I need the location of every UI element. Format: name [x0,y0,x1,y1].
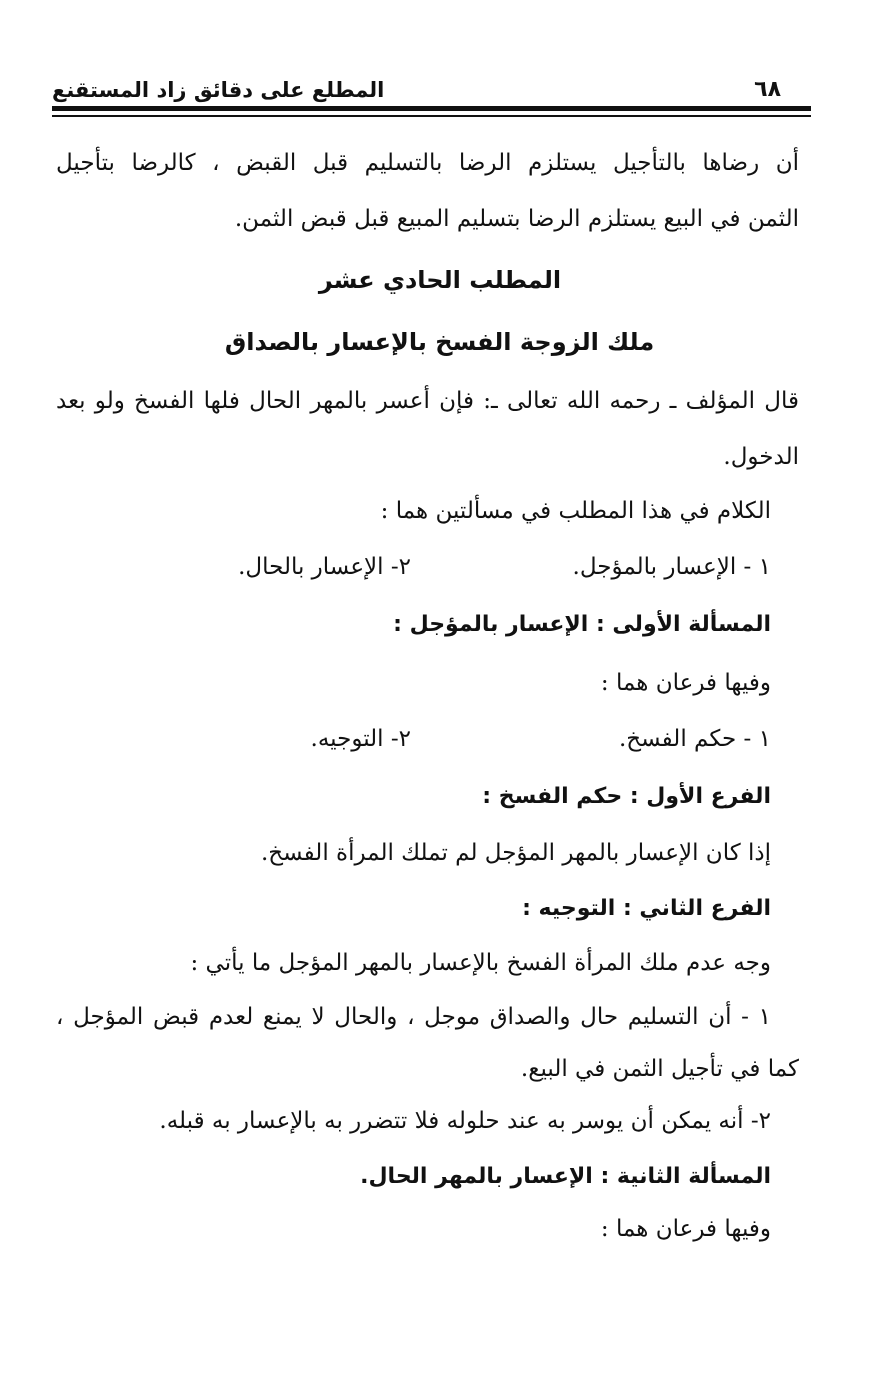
reason-line: ١ - أن التسليم حال والصداق موجل ، والحال لا يمنع لعدم قبض المؤجل ، [56,1004,771,1030]
header-rule-thin [52,115,811,117]
issue-heading: المسألة الثانية : الإعسار بالمهر الحال. [360,1164,771,1189]
list-item: ٢- الإعسار بالحال. [238,554,411,580]
header-rule-thick [52,106,811,111]
page-number: ٦٨ [754,77,781,102]
reason-line: ٢- أنه يمكن أن يوسر به عند حلوله فلا تتضرر به بالإعسار به قبله. [159,1108,771,1134]
reason-line: كما في تأجيل الثمن في البيع. [520,1056,799,1082]
section-title: ملك الزوجة الفسخ بالإعسار بالصداق [224,328,655,356]
paragraph-line: أن رضاها بالتأجيل يستلزم الرضا بالتسليم قبل القبض ، كالرضا بتأجيل [56,150,799,176]
list-item: ١ - الإعسار بالمؤجل. [572,554,771,580]
intro-text: وفيها فرعان هما : [600,1216,771,1242]
issue-heading: المسألة الأولى : الإعسار بالمؤجل : [393,612,771,637]
list-item: ١ - حكم الفسخ. [619,726,771,752]
section-heading: المطلب الحادي عشر [318,266,562,294]
running-header [52,70,811,102]
intro-text: وفيها فرعان هما : [600,670,771,696]
book-title: المطلع على دقائق زاد المستقنع [52,78,385,102]
quote-line: الدخول. [723,444,799,470]
list-item: ٢- التوجيه. [310,726,411,752]
branch-text: وجه عدم ملك المرأة الفسخ بالإعسار بالمهر المؤجل ما يأتي : [190,950,771,976]
branch-heading: الفرع الثاني : التوجيه : [522,896,771,921]
branch-text: إذا كان الإعسار بالمهر المؤجل لم تملك المرأة الفسخ. [261,840,771,866]
quote-line: قال المؤلف ـ رحمه الله تعالى ـ: فإن أعسر بالمهر الحال فلها الفسخ ولو بعد [56,388,799,414]
branch-heading: الفرع الأول : حكم الفسخ : [482,784,771,809]
intro-text: الكلام في هذا المطلب في مسألتين هما : [380,498,771,524]
paragraph-line: الثمن في البيع يستلزم الرضا بتسليم المبيع قبل قبض الثمن. [234,206,799,232]
